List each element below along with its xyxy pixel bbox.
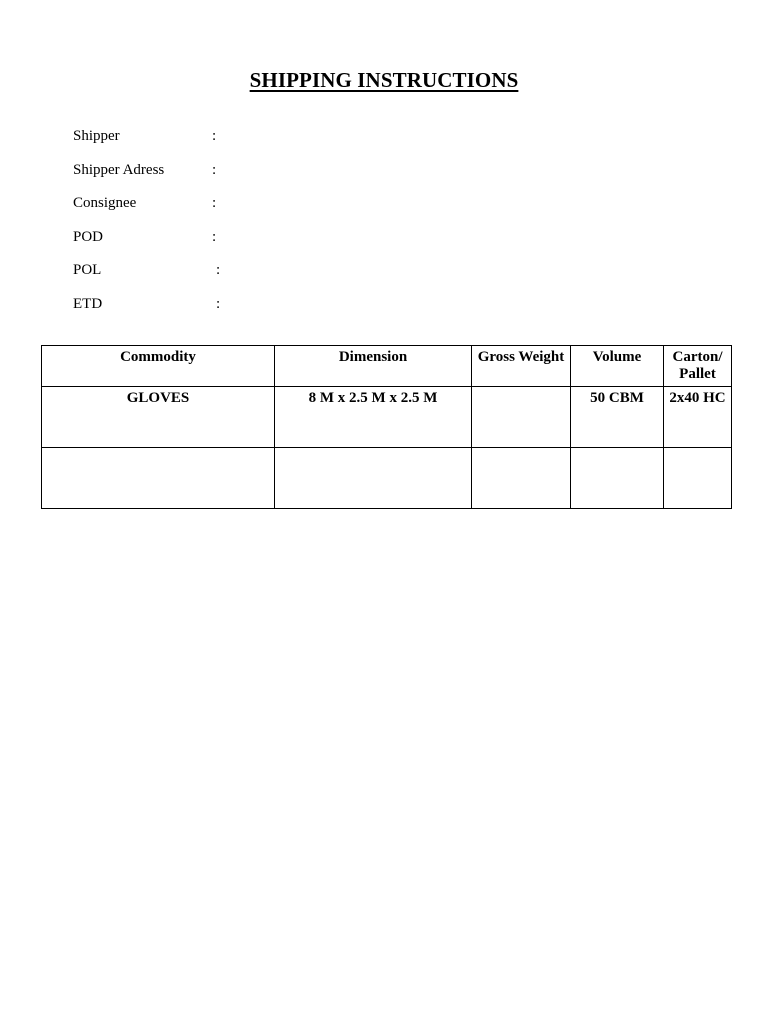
field-label-pod: POD — [73, 228, 104, 245]
field-label-pol: POL — [73, 262, 102, 278]
cell-gross-weight — [472, 448, 571, 509]
field-label-shipper: Shipper — [73, 128, 120, 144]
field-colon: : — [212, 128, 217, 144]
header-carton-line1: Carton/ — [672, 349, 723, 365]
table-header-row — [42, 346, 732, 387]
cell-carton-pallet: 2x40 HC — [664, 387, 732, 448]
cargo-table — [41, 345, 732, 509]
cell-commodity — [42, 448, 275, 509]
cell-gross-weight — [472, 387, 571, 448]
cell-carton-pallet — [664, 448, 732, 509]
header-carton-line2: Pallet — [679, 366, 716, 382]
header-commodity: Commodity — [42, 346, 275, 387]
field-colon: : — [212, 228, 217, 245]
cell-volume — [571, 448, 664, 509]
header-dimension: Dimension — [275, 346, 472, 387]
field-label-shipper-address: Shipper Adress — [73, 161, 165, 178]
field-colon: : — [212, 195, 217, 211]
cell-dimension: 8 M x 2.5 M x 2.5 M — [275, 387, 472, 448]
field-colon: : — [212, 161, 217, 178]
field-label-consignee: Consignee — [73, 195, 137, 211]
table-row — [42, 387, 732, 448]
header-volume: Volume — [571, 346, 664, 387]
table-row — [42, 448, 732, 509]
cell-dimension — [275, 448, 472, 509]
header-gross-weight: Gross Weight — [472, 346, 571, 387]
header-carton-pallet — [664, 346, 732, 387]
field-colon: : — [216, 262, 221, 278]
cell-volume: 50 CBM — [571, 387, 664, 448]
field-colon: : — [216, 295, 221, 312]
cell-commodity: GLOVES — [42, 387, 275, 448]
document-title: SHIPPING INSTRUCTIONS — [249, 68, 519, 92]
field-label-etd: ETD — [73, 295, 103, 312]
